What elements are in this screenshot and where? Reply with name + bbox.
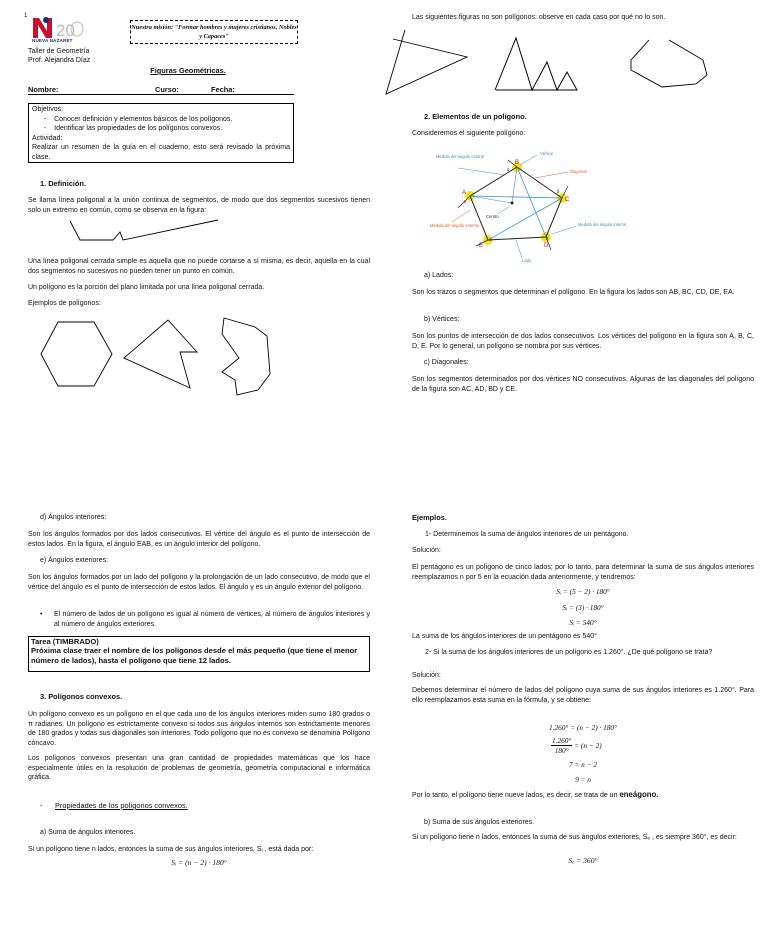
- mission-box: [130, 20, 298, 44]
- angulos-interiores-label: d) Ángulos interiores:: [40, 514, 107, 521]
- course-label: Curso:: [155, 85, 179, 94]
- suma-exteriores-label: b) Suma de sus ángulos exteriores.: [424, 819, 535, 826]
- conclusion-2: Por lo tanto, el polígono tiene nueve lados, es decir, se trata de un eneágono.: [412, 790, 659, 799]
- vertices-text: Son los puntos de intersección de dos lados consecutivos. Los vértices del polígono en la figura son A, B, C, D, E. Por lo general, un polígono se nombra por sus vértices.: [412, 333, 754, 350]
- svg-text:C: C: [565, 197, 570, 203]
- bullet-item: • El número de lados de un polígono es igual al número de vértices, al número de ángulos interiores y al número de ángulos exteriores.: [40, 611, 370, 628]
- svg-text:Medida del ángulo interno: Medida del ángulo interno: [578, 222, 627, 227]
- svg-text:Medida del ángulo central: Medida del ángulo central: [436, 154, 484, 159]
- suma-interiores-formula: Sᵢ = (n − 2) · 180°: [171, 858, 227, 867]
- svg-text:γ: γ: [464, 199, 467, 204]
- activity-label: Actividad:: [32, 134, 63, 142]
- properties-heading: Propiedades de los polígonos convexos.: [55, 801, 188, 810]
- logo-text: NUEVA NAZARET: [32, 38, 73, 43]
- equation-6: 7 = n − 2: [568, 760, 598, 769]
- svg-text:α: α: [507, 167, 510, 172]
- svg-text:Lado: Lado: [522, 258, 532, 263]
- equation-3: Sᵢ = 540°: [569, 618, 597, 627]
- equation-5-rhs: = (n − 2): [574, 741, 602, 750]
- polygon-definition: Un polígono es la porción del plano limitada por una línea poligonal cerrada.: [28, 284, 265, 291]
- school-logo: [30, 14, 90, 46]
- svg-text:D: D: [544, 243, 549, 249]
- solution-2-label: Solución:: [412, 672, 441, 679]
- equation-1: Sᵢ = (5 − 2) · 180°: [556, 587, 610, 596]
- teacher-name: Prof. Alejandra Díaz: [28, 57, 91, 64]
- workshop-name: Taller de Geometría: [28, 48, 90, 55]
- objective-item: - Conocer definición y elementos básicos de los polígonos.: [44, 115, 233, 123]
- solution-2-text: Debemos determinar el número de lados del polígono cuya suma de sus ángulos interiores es 1.260°. Para ello reemplazamos esta suma en la fórmula, y se obtiene:: [412, 687, 754, 704]
- objectives-heading: Objetivos:: [32, 106, 64, 113]
- lados-label: a) Lados:: [424, 272, 454, 279]
- solution-1-text: El pentágono es un polígono de cinco lados; por lo tanto, para determinar la suma de sus ángulos interiores reemplazamos n por 5 en la ecuación dada anteriormente, y tendremos:: [412, 564, 754, 581]
- closed-line-paragraph: Una línea poligonal cerrada simple es aquella que no puede cortarse a sí misma, es decir, aquella en la cual dos segmentos no sucesivos no pueden tener un punto en común.: [28, 258, 370, 275]
- activity-text: Realizar un resumen de la guía en el cuaderno, esto será revisado la próxima clase.: [32, 144, 290, 161]
- suma-interiores-text: Si un polígono tiene n lados, entonces la suma de sus ángulos interiores, Sᵢ , está dada por:: [28, 846, 314, 853]
- lados-text: Son los trazos o segmentos que determinan el polígono. En la figura los lados son AB, BC, CD, DE, EA.: [412, 289, 735, 296]
- angulos-interiores-text: Son los ángulos formados por dos lados consecutivos. El vértice del ángulo es el punto de intersección de estos lados. En la figura, el ángulo EAB, es un ángulo interior del polígono.: [28, 531, 370, 548]
- tarea-text: Próxima clase traer el nombre de los polígonos desde el más pequeño (que tiene el menor número de lados), hasta el polígono que tiene 12 lados.: [31, 646, 358, 665]
- example-2: 2- Si la suma de los ángulos interiores de un polígono es 1.260°. ¿De qué polígono se trata?: [425, 649, 713, 656]
- page-title: Figuras Geométricas.: [150, 66, 226, 75]
- polygon-examples-label: Ejemplos de polígonos:: [28, 300, 101, 307]
- angulos-exteriores-label: e) Ángulos exteriores:: [40, 557, 109, 564]
- solution-1-label: Solución:: [412, 547, 441, 554]
- section-heading-convexos: 3. Polígonos convexos.: [40, 692, 123, 701]
- definition-paragraph: Se llama línea poligonal a la unión continua de segmentos, de modo que dos segmentos sucesivos tienen solo un extremo en común, como se observa en la figura:: [28, 197, 370, 214]
- equation-5: [551, 736, 602, 755]
- equation-5-denominator: 180°: [554, 746, 569, 755]
- example-1: 1- Determinemos la suma de ángulos interiores de un pentágono.: [425, 531, 629, 538]
- svg-text:A: A: [462, 190, 467, 196]
- tarea-title: Tarea (TIMBRADO): [31, 637, 99, 646]
- equation-2: Sᵢ = (3) · 180°: [562, 603, 604, 612]
- svg-text:Medida del ángulo externo: Medida del ángulo externo: [430, 223, 480, 228]
- convexos-paragraph-2: Los polígonos convexos presentan una gran cantidad de propiedades matemáticas que los hace especialmente útiles en la resolución de problemas de geometría, geometría computacional e informática gráfica.: [28, 755, 370, 782]
- date-label: Fecha:: [211, 85, 235, 94]
- properties-dash: -: [40, 801, 43, 810]
- svg-text:Vértice: Vértice: [540, 151, 554, 156]
- conclusion-1: La suma de los ángulos interiores de un pentágono es 540°: [412, 633, 597, 640]
- name-line: [28, 94, 294, 95]
- diagonales-text: Son los segmentos determinados por dos vértices NO consecutivos. Algunas de las diagonales del polígono de la figura son AC, AD, BD y CE.: [412, 376, 754, 393]
- equation-7: 9 = n: [575, 775, 591, 784]
- vertices-label: b) Vértices:: [424, 316, 460, 323]
- mission-text: Nuestra misión: "Formar hombres y mujeres cristianos, Nobles y Capaces": [131, 24, 297, 40]
- tarea-box: [28, 636, 370, 672]
- svg-text:B: B: [515, 160, 520, 166]
- ejemplos-heading: Ejemplos.: [412, 513, 447, 522]
- diagonales-label: c) Diagonales:: [424, 359, 469, 366]
- equation-4: 1.260° = (n − 2) · 180°: [549, 723, 617, 732]
- not-polygons-text: Las siguientes figuras no son polígonos: observe en cada caso por qué no lo son.: [412, 14, 666, 21]
- name-label: Nombre:: [28, 85, 59, 94]
- section-heading-elementos: 2. Elementos de un polígono.: [424, 112, 527, 121]
- objective-item: - Identificar las propiedades de los polígonos convexos.: [44, 125, 223, 133]
- suma-exteriores-formula: Sₑ = 360°: [568, 856, 598, 865]
- suma-interiores-label: a) Suma de ángulos interiores.: [40, 829, 136, 836]
- bullet-icon: •: [40, 611, 43, 618]
- svg-text:E: E: [479, 243, 484, 249]
- suma-exteriores-text: Si un polígono tiene n lados, entonces la suma de sus ángulos exteriores, Sₑ , es siempre 360°, es decir:: [412, 834, 737, 841]
- svg-text:β: β: [557, 189, 560, 194]
- page-number: 1: [24, 13, 28, 19]
- angulos-exteriores-text: Son los ángulos formados por un lado del polígono y la prolongación de un lado consecutivo, de modo que el vértice del ángulo es el punto de intersección de estos lados. El ángulo γ es un ángulo exterior del polígono.: [28, 574, 370, 591]
- convexos-paragraph-1: Un polígono convexo es un polígono en el que cada uno de los ángulos interiores miden sumo 180 grados o π radianes. Un polígono es estrictamente convexo si todos sus ángulos internos son estrictamente menores de 180 grados y todas sus diagonales son interiores. Todo polígono que no es convexo se denomina Polígono cóncavo.: [28, 711, 370, 747]
- consider-text: Consideremos el siguiente polígono:: [412, 130, 526, 137]
- eneagono-word: eneágono.: [619, 790, 659, 799]
- svg-text:δ: δ: [546, 236, 549, 241]
- svg-text:ε: ε: [489, 237, 491, 242]
- svg-text:Diagonal: Diagonal: [570, 169, 587, 174]
- equation-5-numerator: 1.260°: [552, 736, 572, 745]
- section-heading-definicion: 1. Definición.: [40, 179, 86, 188]
- svg-text:Centro: Centro: [486, 214, 499, 219]
- objectives-box: [28, 103, 294, 163]
- svg-text:20: 20: [56, 21, 75, 40]
